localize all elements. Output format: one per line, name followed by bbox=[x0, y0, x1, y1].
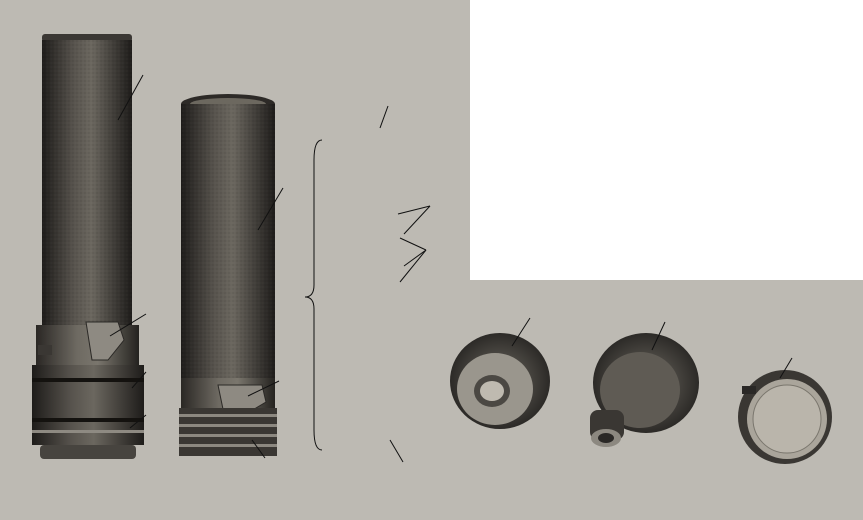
head-cap-part bbox=[450, 333, 550, 429]
head-base-part bbox=[590, 333, 699, 447]
device-a-assembled bbox=[32, 34, 144, 459]
device-b-housing bbox=[179, 94, 277, 456]
obturator-part bbox=[738, 370, 832, 464]
